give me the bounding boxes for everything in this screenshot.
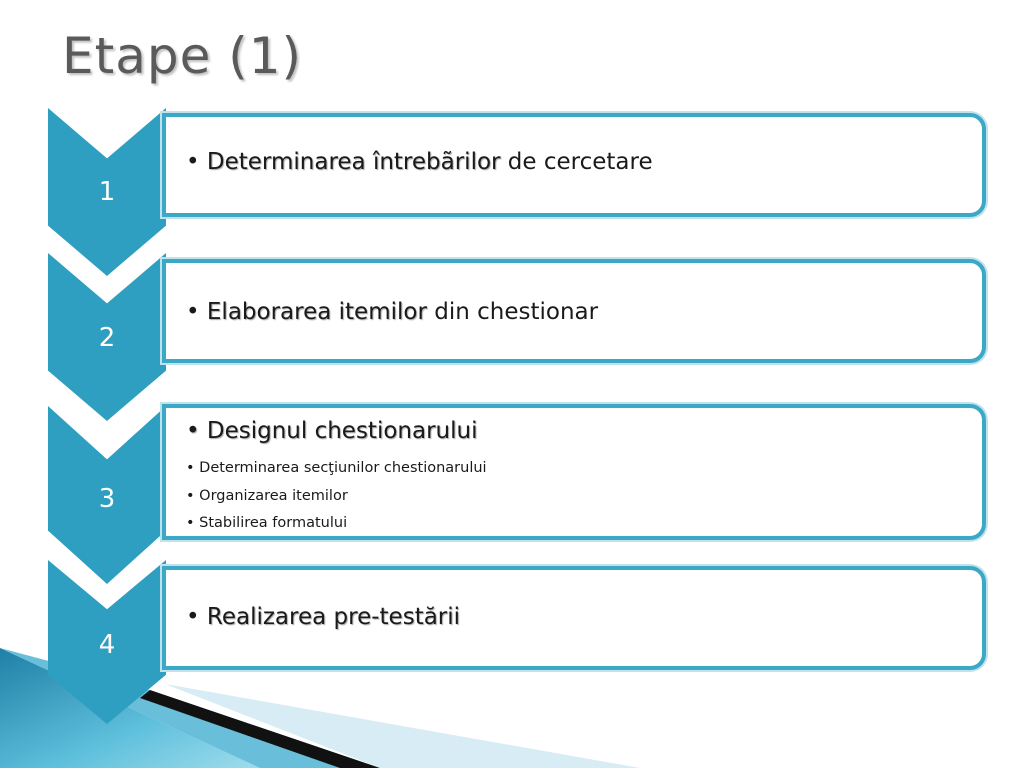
step-4-number: 4	[98, 630, 116, 660]
step-1-bullet: •	[186, 149, 200, 175]
step-3-bullet: •	[186, 418, 200, 444]
step-3-text	[186, 418, 477, 444]
step-3-subitem: • Determinarea secţiunilor chestionarului	[186, 460, 487, 476]
step-4-text	[186, 604, 460, 630]
step-1-rest: de cercetare	[500, 149, 653, 175]
step-3-highlight: Designul chestionarului	[206, 418, 478, 444]
step-2-number: 2	[98, 323, 116, 353]
step-2-text	[186, 299, 598, 325]
step-3-number: 3	[98, 484, 116, 514]
step-1-text	[186, 149, 653, 175]
step-2-rest: din chestionar	[426, 299, 599, 325]
step-1-box	[162, 113, 986, 217]
step-3-box	[162, 404, 986, 540]
step-1-highlight: Determinarea întrebãrilor	[206, 149, 501, 175]
step-4-box	[162, 566, 986, 670]
slide-title: Etape (1)	[62, 27, 303, 85]
step-2-box	[162, 259, 986, 363]
step-2-highlight: Elaborarea itemilor	[206, 299, 427, 325]
step-4-bullet: •	[186, 604, 200, 630]
step-4-highlight: Realizarea pre-testării	[206, 604, 461, 630]
step-2-bullet: •	[186, 299, 200, 325]
step-3-subitem: • Organizarea itemilor	[186, 488, 348, 504]
step-1-number: 1	[98, 177, 116, 207]
step-3-subitem: • Stabilirea formatului	[186, 515, 348, 531]
